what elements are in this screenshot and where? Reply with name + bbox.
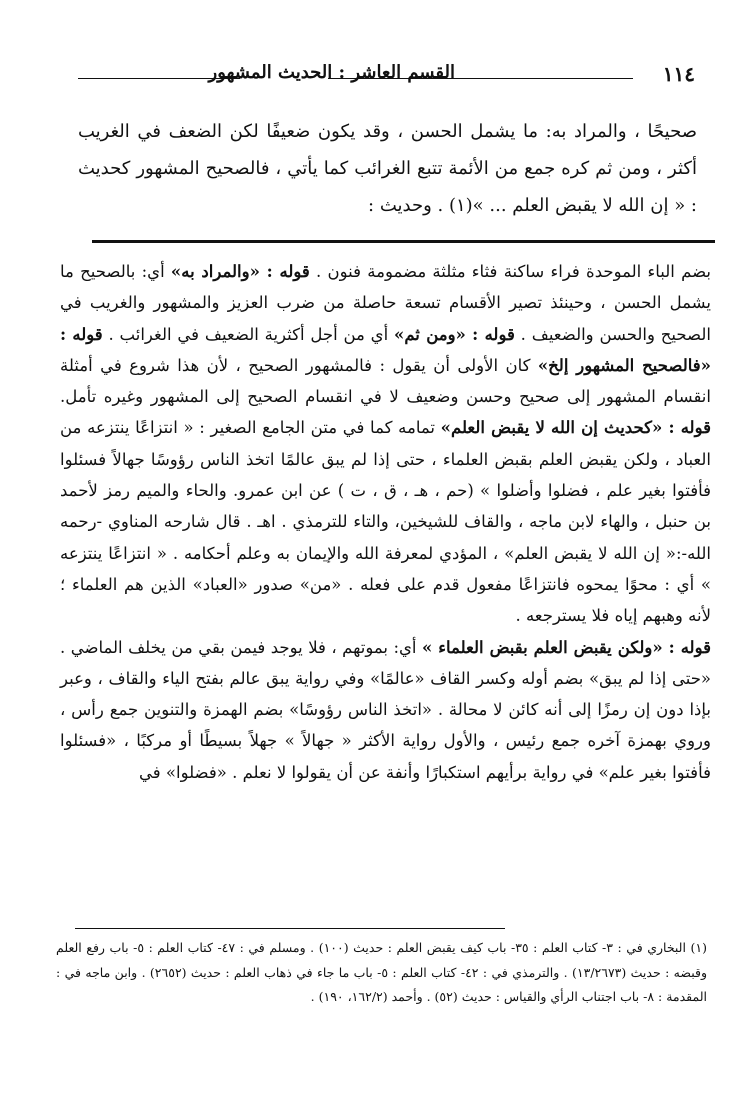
commentary: [60, 256, 711, 788]
commentary-text: بضم الباء الموحدة فراء ساكنة فثاء مثلثة مضمومة فنون .: [309, 262, 711, 281]
page-header: [78, 60, 695, 92]
header-rule-left: [78, 78, 240, 79]
page-number: ١١٤: [662, 62, 695, 86]
commentary-lemma: قوله : «والمراد به»: [170, 262, 310, 281]
footnotes: [56, 936, 707, 1010]
commentary-lemma: قوله : «فالصحيح المشهور إلخ»: [60, 324, 711, 375]
commentary-paragraph: [60, 256, 711, 632]
main-paragraph: صحيحًا ، والمراد به: ما يشمل الحسن ، وقد يكون ضعيفًا لكن الضعف في الغريب أكثر ، ومن ثم كره جمع من الأئمة تتبع الغرائب كما يأتي ، فالصحيح المشهور كحديث : « إن الله لا يقبض العلم ... »(١) . وحديث :: [78, 121, 697, 216]
commentary-text: أي: بموتهم ، فلا يوجد فيمن بقي من يخلف الماضي . «حتى إذا لم يبق» بضم أوله وكسر القاف «عالمًا» وفي رواية يبق عالم بفتح الياء والقاف ، وعبر بإذا دون إن رمزًا إلى أنه كائن لا محالة . «اتخذ الناس رؤوسًا» بضم الهمزة والتنوين جمع رأس ، وروي بهمزة آخره جمع رئيس ، والأول رواية الأكثر « جهالاً » جهلاً بسيطًا أو مركبًا ، «فسئلوا فأفتوا بغير علم» في رواية برأيهم استكبارًا وأنفة عن أن يقولوا لا نعلم . «فضلوا» في: [60, 637, 711, 782]
commentary-lemma: قوله : «ولكن يقبض العلم بقبض العلماء »: [421, 637, 711, 657]
commentary-text: أي: بالصحيح ما يشمل الحسن ، وحينئذ تصير الأقسام تسعة حاصلة من ضرب العزيز والمشهور والغريب في الصحيح والحسن والضعيف .: [60, 262, 711, 344]
running-title: القسم العاشر : الحديث المشهور: [208, 62, 455, 83]
commentary-separator: [92, 240, 715, 243]
commentary-paragraph: [60, 632, 711, 788]
footnote: (١) البخاري في : ٣- كتاب العلم : ٣٥- باب كيف يقبض العلم : حديث (١٠٠) . ومسلم في : ٤٧- كتاب العلم : ٥- باب رفع العلم وقبضه : حديث (١٣/٢٦٧٣) . والترمذي في : ٤٢- كتاب العلم : ٥- باب ما جاء في ذهاب العلم : حديث (٢٦٥٢) . وابن ماجه في : المقدمة : ٨- باب اجتناب الرأي والقياس : حديث (٥٢) . وأحمد (١٦٢/٢، ١٩٠) .: [56, 940, 707, 1004]
commentary-lemma: قوله : «ومن ثم»: [394, 324, 515, 344]
commentary-lemma: قوله : «كحديث إن الله لا يقبض العلم»: [440, 418, 711, 438]
commentary-text: تمامه كما في متن الجامع الصغير : « انتزاعًا ينتزعه من العباد ، ولكن يقبض العلم بقبض العلماء ، حتى إذا لم يبق عالمًا اتخذ الناس رؤوسًا جهالاً فسئلوا فأفتوا بغير علم ، فضلوا وأضلوا » (حم ، هـ ، ق ، ت ) عن ابن عمرو. والحاء والميم رمز لأحمد بن حنبل ، والهاء لابن ماجه ، والقاف للشيخين، والتاء للترمذي . اهـ . قال شارحه المناوي -رحمه الله-:« إن الله لا يقبض العلم» ، المؤدي لمعرفة الله والإيمان به وعلم أحكامه . « انتزاعًا ينتزعه » أي : محوًا يمحوه فانتزاعًا مفعول قدم على فعله . «من» صدور «العباد» الذين هم العلماء ؛ لأنه وهبهم إياه فلا يسترجعه .: [60, 418, 711, 626]
commentary-text: كان الأولى أن يقول : فالمشهور الصحيح ، لأن هذا شروع في أمثلة انقسام المشهور إلى صحيح وحسن وضعيف لا في انقسام الصحيح إلى المشهور وغيره تأمل.: [60, 355, 711, 407]
main-text: [78, 113, 697, 224]
commentary-text: أي من أجل أكثرية الضعيف في الغرائب .: [102, 324, 394, 344]
